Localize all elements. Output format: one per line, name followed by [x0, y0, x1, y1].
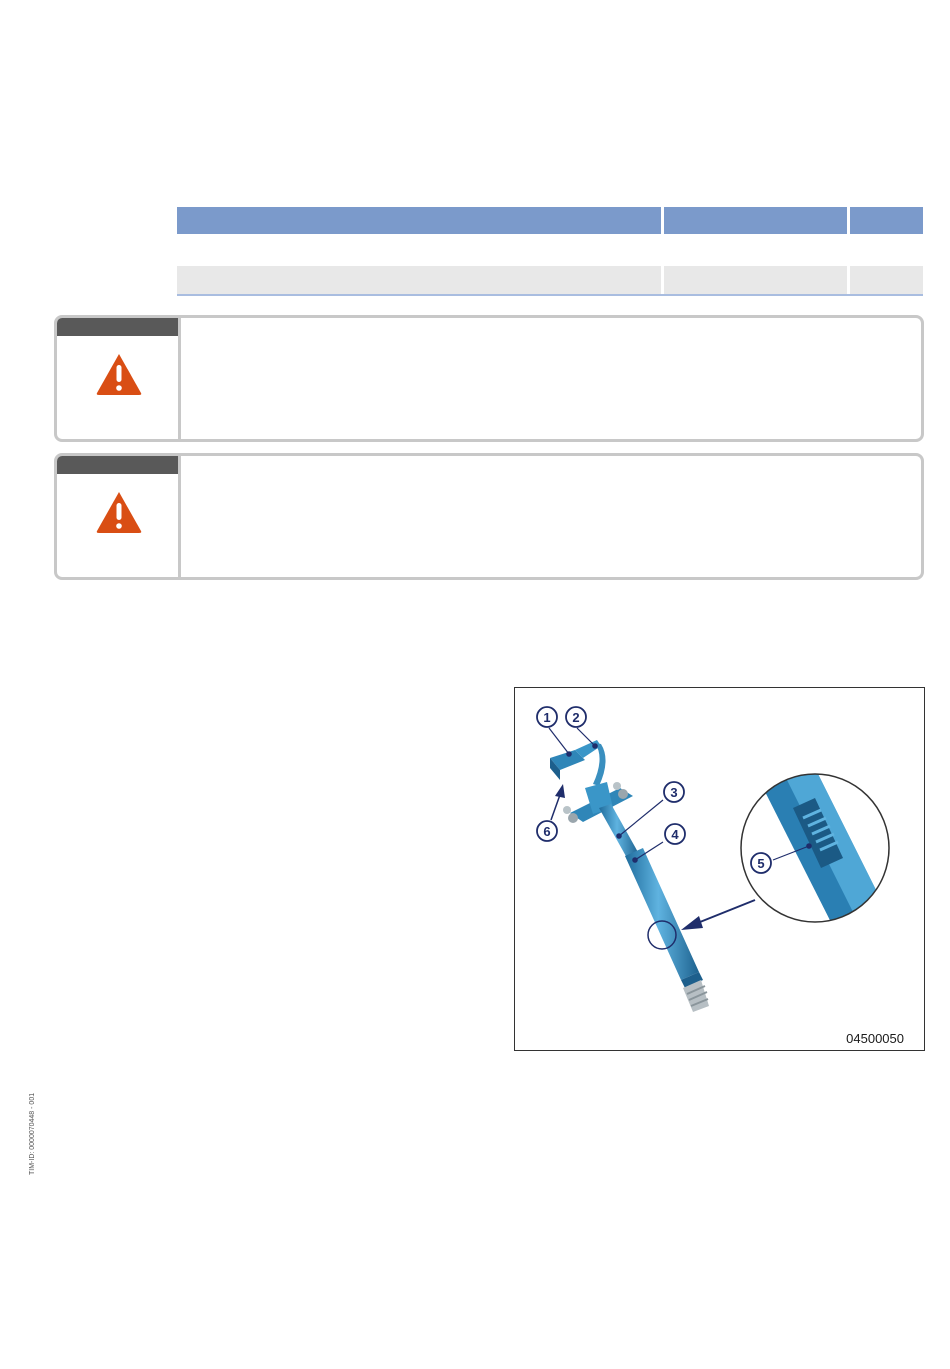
callout-1 [537, 707, 557, 727]
svg-text:6: 6 [543, 824, 551, 839]
table-header-col-1 [177, 207, 661, 234]
illustration-drawing [515, 688, 924, 1050]
svg-text:3: 3 [670, 785, 678, 800]
technical-illustration [514, 687, 925, 1051]
callout-6-arrowhead [555, 784, 565, 798]
callout-2 [566, 707, 586, 727]
warning-label-bar [57, 318, 178, 336]
warning-triangle-icon [95, 490, 143, 534]
warning-box [54, 315, 924, 442]
detail-arrow [681, 900, 755, 930]
svg-text:5: 5 [757, 856, 765, 871]
svg-text:4: 4 [671, 827, 679, 842]
callout-6 [537, 821, 557, 841]
probe-shaft [599, 804, 709, 1012]
warning-side-panel [57, 318, 181, 439]
warning-side-panel [57, 456, 181, 577]
tim-id: TIM-ID: 0000070448 - 001 [29, 1092, 36, 1175]
parts-table [177, 207, 923, 296]
warning-box [54, 453, 924, 580]
table-bottom-rule [177, 294, 923, 296]
flange [563, 782, 633, 823]
svg-text:1: 1 [543, 710, 551, 725]
svg-text:2: 2 [572, 710, 580, 725]
table-row-cell [177, 266, 661, 294]
table-row-cell [850, 266, 923, 294]
warning-label-bar [57, 456, 178, 474]
figure-id: 04500050 [846, 1031, 904, 1046]
table-row-cell [664, 266, 847, 294]
callout-4 [665, 824, 685, 844]
callout-3 [664, 782, 684, 802]
magnified-view [741, 748, 895, 950]
table-header-col-2 [664, 207, 847, 234]
warning-triangle-icon [95, 352, 143, 396]
table-header-col-3 [850, 207, 923, 234]
callout-5 [751, 853, 771, 873]
